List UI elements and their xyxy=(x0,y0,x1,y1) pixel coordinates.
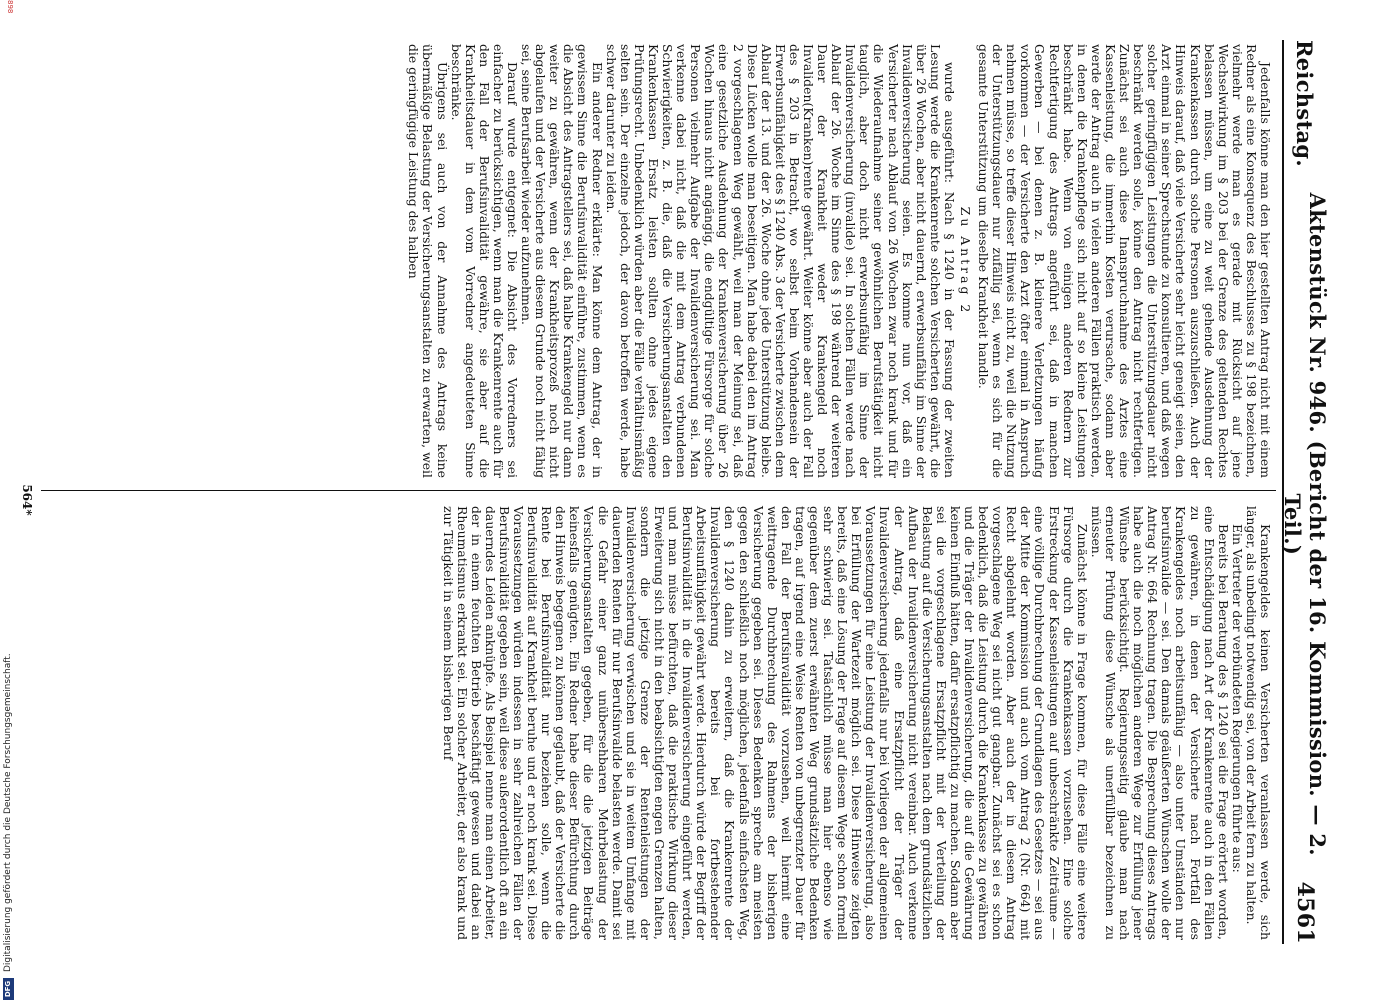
dfg-logo-icon: DFG xyxy=(3,978,14,1000)
paragraph: Krankengeldes keinen Versicherten veranlassen werde, sich länger, als unbedingt notwendig sei, von der Arbeit fern zu halten. xyxy=(1243,506,1273,940)
section-heading: Zu Antrag 2 xyxy=(958,206,974,316)
paragraph: Darauf wurde entgegnet: Die Absicht des Vorredners sei einfacher zu berücksichtigen, wenn man die Krankenrente auch für den Fall der Berufsinvalidität gewähre, sie aber auf die Krankheitsdauer in dem vom Vorredner angedeuteten Sinne beschränke. xyxy=(448,44,521,478)
paragraph: Ein Vertreter der verbündeten Regierungen führte aus: xyxy=(1229,524,1245,873)
header-rule xyxy=(1282,40,1284,944)
credit-text: Digitalisierung gefördert durch die Deutsche Forschungsgemeinschaft. xyxy=(3,653,13,972)
paragraph: Zunächst könne in Frage kommen, für diese Fälle eine weitere Fürsorge durch die Krankenkassen vorzusehen. Eine solche Erstreckung der Kassenleistungen auf unbeschränkte Zeiträume — eine völlige Durchbrechung der Grundlagen des Gesetzes — sei aus der Mitte der Kommission und auch vom Antrag 2 (Nr. 664) mit Recht abgelehnt worden. Aber auch der in diesem Antrag vorgeschlagene Weg sei nicht gut gangbar. Zunächst sei es schon bedenklich, daß die Leistung durch die Krankenkasse zu gewähren und die Träger der Invalidenversicherung, die auf die Gewährung keinen Einfluß hätten, dafür ersatzpflichtig zu machen. Sodann aber sei die vorgeschlagene Ersatzpflicht mit der Verteilung der Belastung auf die Versicherungsanstalten nach dem grundsätzlichen Aufbau der Invalidenversicherung nicht vereinbar. Auch verkenne der Antrag, daß eine Ersatzpflicht der Träger der Invalidenversicherung jedenfalls nur bei Vorliegen der allgemeinen Voraussetzungen für eine Leistung der Invalidenversicherung, also bei Erfüllung der Wartezeit möglich sei. Diese Hinweise zeigten bereits, daß eine Lösung der Frage auf diesem Wege schon formell sehr schwierig sei. Tatsächlich müsse man hier ebenso wie gegenüber dem zuerst erwähnten Weg grundsätzliche Bedenken tragen, auf irgend eine Weise Renten von unbegrenzter Dauer für den Fall der Berufsinvalidität vorzusehen, weil hiermit eine weittragende Durchbrechung des Rahmens der bisherigen Versicherung gegeben sei. Dieses Bedenken spreche am meisten gegen den schließlich noch möglichen, jedenfalls einfachsten Weg, den § 1240 dahin zu erweitern, daß die Krankenrente der Invalidenversicherung bereits bei fortbestehender Arbeitsunfähigkeit gewährt werde. Hierdurch würde der Begriff der Berufsinvalidität in die Invalidenversicherung eingeführt werden, und man müsse befürchten, daß die praktische Wirkung dieser Erweiterung sich nicht in den beabsichtigten engen Grenzen halten, sondern die jetzige Grenze der Rentenleistungen der Invalidenversicherung verwischen und sie in weitem Umfange mit dauernden Renten für nur Berufsinvalide belasten werde. Damit sei die Gefahr einer ganz unübersehbaren Mehrbelastung der Versicherungsanstalten gegeben, für die die jetzigen Beiträge keinesfalls genügten. Ein Redner habe dieser Befürchtung durch den Hinweis begegnen zu können geglaubt, daß der Versicherte die Rente bei Berufsinvalidität nur beziehen solle, wenn die Berufsinvalidität auf Krankheit beruhe und er noch krank sei. Diese Voraussetzungen würden indessen in sehr zahlreichen Fällen der Berufsinvalidität gegeben sein, weil diese außerordentlich oft an ein dauerndes Leiden anknüpfe. Als Beispiel nenne man einen Arbeiter, der in einem feuchten Betrieb beschäftigt gewesen und dabei an Rheumatismus erkrankt sei. Ein solcher Arbeiter, der also krank und zur Tätigkeit in seinem bisherigen Beruf xyxy=(440,506,1090,940)
paragraph: Jedenfalls könne man den hier gestellten Antrag nicht mit einem Redner als eine Konsequenz des Beschlusses zu § 198 bezeichnen, vielmehr werde man es gerade mit Rücksicht auf jene Wechselwirkung im § 203 bei der Grenze des geltenden Rechtes belassen müssen, um eine zu weit gehende Ausdehnung der Krankenkassen durch solche Personen auszuschließen. Auch der Hinweis darauf, daß viele Versicherte sehr leicht geneigt seien, den Arzt einmal in seiner Sprechstunde zu konsultieren, und daß wegen solcher geringfügigen Leistungen die Unterstützungsdauer nicht beschränkt werden solle, könne den Antrag nicht rechtfertigen. Zunächst sei auch diese Inanspruchnahme des Arztes eine Kassenleistung, die immerhin Kosten verursache, sodann aber werde der Antrag auch in vielen anderen Fällen praktisch werden, in denen die Krankenpflege sich nicht auf so kleine Leistungen beschränkt habe. Wenn von einigen anderen Rednern zur Rechtfertigung des Antrags angeführt sei, daß in manchen Gewerben — bei denen z. B. kleinere Verletzungen häufig vorkommen — der Versicherte den Arzt öfter einmal in Anspruch nehmen müsse, so treffe dieser Hinweis nicht zu, weil die Nutzung der Unterstützungsdauer nur zufällig sei, wenn es sich für die gesamte Unterstützung um dieselbe Krankheit handle. xyxy=(976,44,1273,478)
paragraph: Ein anderer Redner erklärte: Man könne dem Antrag, der in gewissem Sinne die Berufsinvalidität einführe, zustimmen, wenn es die Absicht des Antragstellers sei, daß halbe Krankengeld nur dann weiter zu gewähren, wenn der Krankheitsprozeß noch nicht abgelaufen und der Versicherte aus diesem Grunde noch nicht fähig sei, seine Berufsarbeit wieder aufzunehmen. xyxy=(519,44,605,478)
paragraph: wurde ausgeführt: Nach § 1240 in der Fassung der zweiten Lesung werde die Krankenrente solchen Versicherten gewährt, die über 26 Wochen, aber nicht dauernd, erwerbsunfähig im Sinne der Invalidenversicherung seien. Es komme nun vor, daß ein Versicherter nach Ablauf von 26 Wochen zwar noch krank und für die Wiederaufnahme seiner gewöhnlichen Berufstätigkeit nicht tauglich, aber doch nicht erwerbsunfähig im Sinne der Invalidenversicherung (invalide) sei. In solchen Fällen werde nach Ablauf der 26. Woche im Sinne des § 198 während der weiteren Dauer der Krankheit weder Krankengeld noch Invaliden(Kranken)rente gewährt. Weiter könne aber auch der Fall des § 203 in Betracht, wo selbst beim Vorhandensein der Erwerbsunfähigkeit des § 1240 Abs. 3 der Versicherte zwischen dem Ablauf der 13. und der 26. Woche ohne jede Unterstützung bleibe. Diese Lücken wolle man beseitigen. Man habe dabei den im Antrag 2 vorgeschlagenen Weg gewählt, weil man der Meinung sei, daß eine gesetzliche Ausdehnung der Krankenversicherung über 26 Wochen hinaus nicht angängig, die endgültige Fürsorge für solche Personen vielmehr Aufgabe der Invalidenversicherung sei. Man verkenne dabei nicht, daß die mit dem Antrag verbundenen Schwierigkeiten, z. B. die, daß die Versicherungsanstalten den Krankenkassen Ersatz leisten sollten ohne jedes eigene Prüfungsrecht. Unbedenklich würden aber die Fälle verhältnismäßig selten sein. Der einzelne jedoch, der davon betroffen werde, habe schwer darunter zu leiden. xyxy=(603,44,957,478)
digitization-credit xyxy=(0,0,16,1000)
left-column xyxy=(406,44,1272,478)
page-header xyxy=(1280,40,1330,944)
sheet-mark: 564* xyxy=(20,484,34,516)
page-number: 4561 xyxy=(1292,881,1318,944)
paragraph: Übrigens sei auch von der Annahme des Antrags keine übermäßige Belastung der Versicherungsanstalten zu erwarten, weil die geringfügige Leistung des halben xyxy=(406,44,450,478)
header-left: Reichstag. xyxy=(1292,40,1318,167)
column-divider xyxy=(41,490,1276,491)
right-column xyxy=(440,506,1272,940)
header-title: Aktenstück Nr. 946. (Bericht der 16. Kommission. — 2. Teil.) xyxy=(1280,192,1330,856)
paragraph: Bereits bei Beratung des § 1240 sei die Frage erörtert worden, eine Entschädigung nach Art der Krankenrente auch in den Fällen zu gewähren, in denen der Versicherte nach Fortfall des Krankengeldes noch arbeitsunfähig — also unter Umständen nur berufsinvalide — sei. Den damals geäußerten Wünschen wolle der Antrag Nr. 664 Rechnung tragen. Die Besprechung dieses Antrags habe auch die noch möglichen anderen Wege zur Erfüllung jener Wünsche berücksichtigt. Regierungsseitig glaube man nach erneuter Prüfung diese Wünsche als unerfüllbar bezeichnen zu müssen. xyxy=(1088,506,1231,940)
side-code: 898 xyxy=(6,0,14,14)
